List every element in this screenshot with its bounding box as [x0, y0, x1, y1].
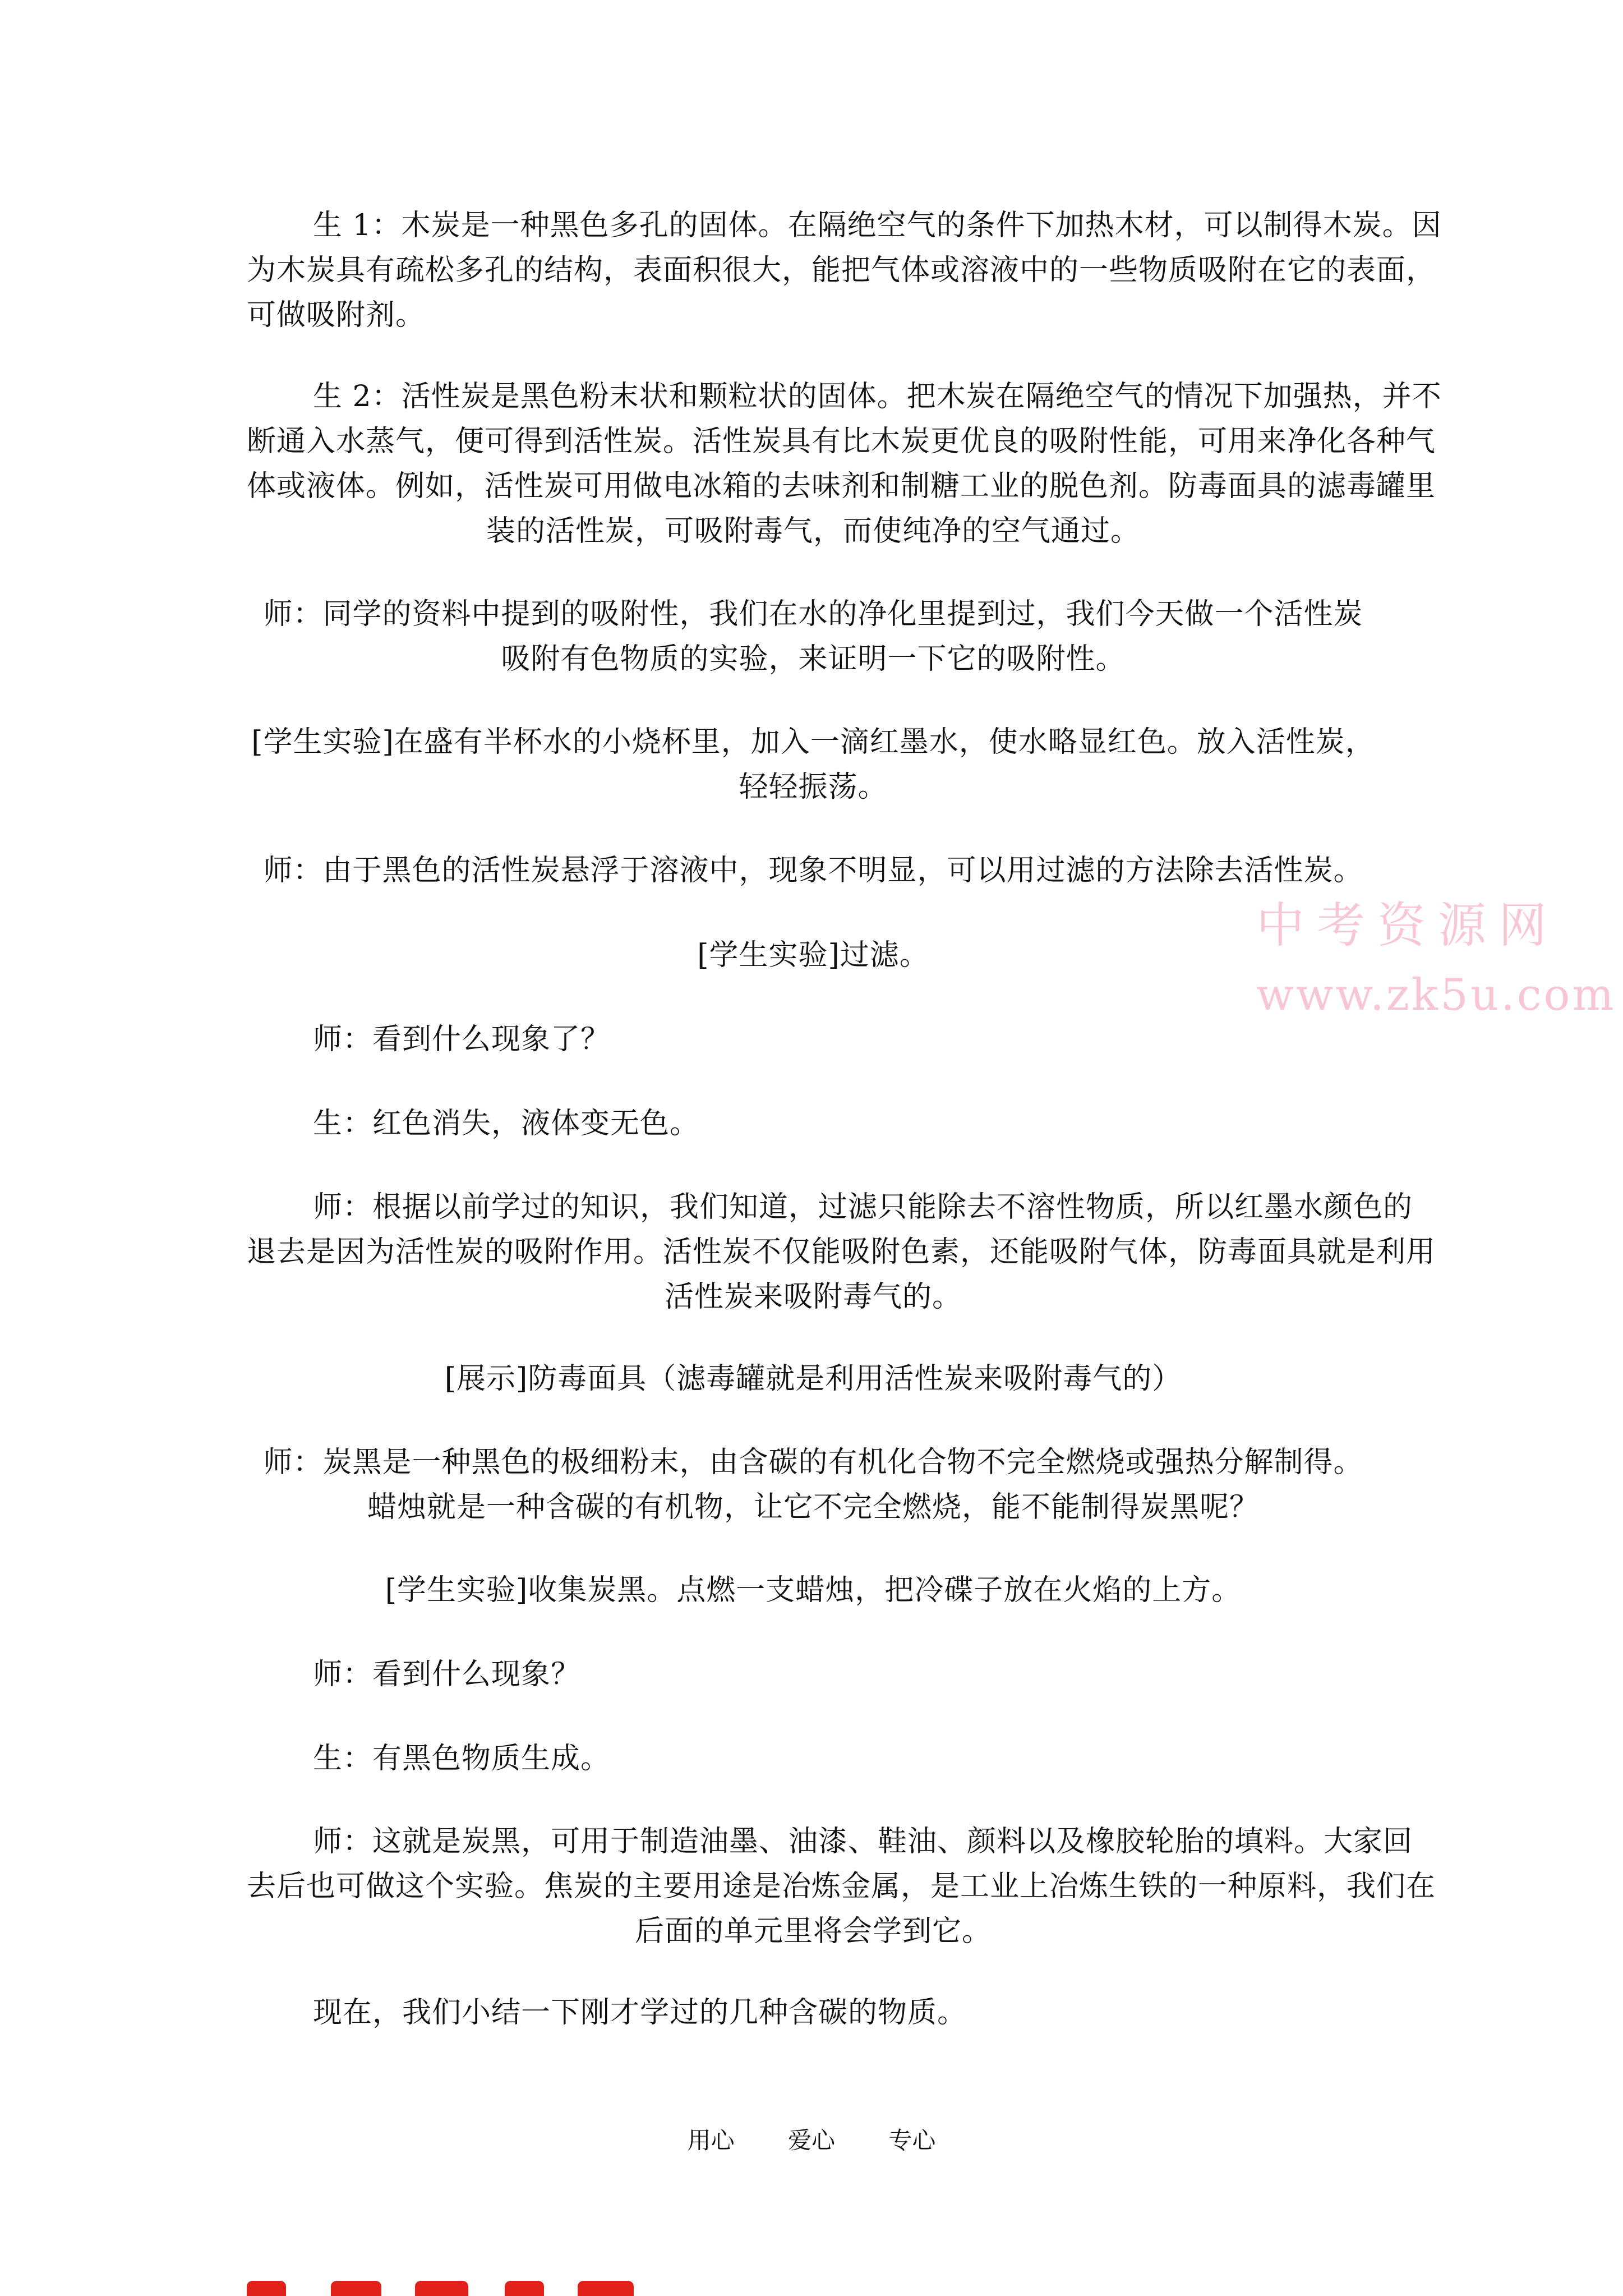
- text-line: 师：由于黑色的活性炭悬浮于溶液中，现象不明显，可以用过滤的方法除去活性炭。: [263, 854, 1363, 887]
- text-line: 后面的单元里将会学到它。: [634, 1915, 992, 1948]
- footer-item: 用心: [687, 2127, 735, 2154]
- paragraph-student-1: [247, 203, 1442, 338]
- text-line: 师：看到什么现象了？: [313, 1023, 611, 1056]
- next-page-header-fragment: [247, 2276, 808, 2296]
- text-line: 退去是因为活性炭的吸附作用。活性炭不仅能吸附色素，还能吸附气体，防毒面具就是利用: [247, 1235, 1436, 1269]
- text-line: 可做吸附剂。: [247, 298, 426, 332]
- text-line: 体或液体。例如，活性炭可用做电冰箱的去味剂和制糖工业的脱色剂。防毒面具的滤毒罐里: [247, 470, 1436, 503]
- watermark-name: 中考资源网: [1256, 898, 1559, 954]
- footer-item: 爱心: [787, 2127, 835, 2154]
- paragraph-experiment-2: [247, 933, 1380, 978]
- text-line: [展示]防毒面具（滤毒罐就是利用活性炭来吸附毒气的）: [444, 1362, 1182, 1396]
- paragraph-teacher-3: [247, 1017, 1446, 1062]
- text-line: 生 1：木炭是一种黑色多孔的固体。在隔绝空气的条件下加热木材，可以制得木炭。因: [313, 209, 1442, 242]
- text-line: [学生实验]收集炭黑。点燃一支蜡烛，把冷碟子放在火焰的上方。: [385, 1573, 1242, 1607]
- red-glyph-fragment: [247, 2281, 286, 2296]
- paragraph-teacher-6: [247, 1652, 1446, 1697]
- paragraph-student-4: [247, 1736, 1446, 1781]
- paragraph-teacher-2: [247, 848, 1380, 893]
- text-line: 师：根据以前学过的知识，我们知道，过滤只能除去不溶性物质，所以红墨水颜色的: [313, 1190, 1413, 1224]
- text-line: 活性炭来吸附毒气的。: [664, 1280, 962, 1314]
- paragraph-summary: [247, 1990, 1446, 2035]
- red-glyph-fragment: [505, 2281, 544, 2296]
- text-line: [学生实验]过滤。: [697, 938, 929, 972]
- text-line: 断通入水蒸气，便可得到活性炭。活性炭具有比木炭更优良的吸附性能，可用来净化各种气: [247, 425, 1436, 458]
- text-line: 现在，我们小结一下刚才学过的几种含碳的物质。: [313, 1996, 967, 2030]
- text-line: 师：同学的资料中提到的吸附性，我们在水的净化里提到过，我们今天做一个活性炭: [263, 597, 1363, 631]
- text-line: 装的活性炭，可吸附毒气，而使纯净的空气通过。: [486, 514, 1140, 548]
- text-line: 生：红色消失，液体变无色。: [313, 1107, 700, 1140]
- paragraph-experiment-1: [247, 720, 1380, 809]
- text-line: 去后也可做这个实验。焦炭的主要用途是冶炼金属，是工业上冶炼生铁的一种原料，我们在: [247, 1870, 1436, 1903]
- red-glyph-fragment: [578, 2281, 634, 2296]
- red-glyph-fragment: [415, 2281, 468, 2296]
- paragraph-student-3: [247, 1101, 1446, 1146]
- page-footer: [0, 2124, 1623, 2157]
- text-line: 吸附有色物质的实验，来证明一下它的吸附性。: [501, 642, 1126, 676]
- text-line: 师：这就是炭黑，可用于制造油墨、油漆、鞋油、颜料以及橡胶轮胎的填料。大家回: [313, 1825, 1413, 1858]
- text-line: 生 2：活性炭是黑色粉末状和颗粒状的固体。把木炭在隔绝空气的情况下加强热，并不: [313, 380, 1442, 413]
- text-line: [学生实验]在盛有半杯水的小烧杯里，加入一滴红墨水，使水略显红色。放入活性炭，: [251, 725, 1375, 759]
- text-line: 师：炭黑是一种黑色的极细粉末，由含碳的有机化合物不完全燃烧或强热分解制得。: [263, 1446, 1363, 1479]
- text-line: 为木炭具有疏松多孔的结构，表面积很大，能把气体或溶液中的一些物质吸附在它的表面，: [247, 254, 1436, 287]
- red-glyph-fragment: [331, 2281, 381, 2296]
- text-line: 蜡烛就是一种含碳的有机物，让它不完全燃烧，能不能制得炭黑呢？: [367, 1490, 1259, 1524]
- paragraph-teacher-7: [247, 1819, 1436, 1954]
- watermark-url: www.zk5u.com: [1256, 970, 1616, 1020]
- text-line: 师：看到什么现象？: [313, 1658, 581, 1691]
- paragraph-student-2: [247, 374, 1442, 554]
- paragraph-teacher-5: [247, 1440, 1380, 1530]
- footer-item: 专心: [888, 2127, 936, 2154]
- paragraph-teacher-1: [247, 592, 1380, 682]
- text-line: 轻轻振荡。: [739, 770, 888, 804]
- paragraph-teacher-4: [247, 1185, 1436, 1319]
- paragraph-experiment-3: [247, 1568, 1380, 1613]
- text-line: 生：有黑色物质生成。: [313, 1742, 611, 1775]
- paragraph-display: [247, 1356, 1380, 1401]
